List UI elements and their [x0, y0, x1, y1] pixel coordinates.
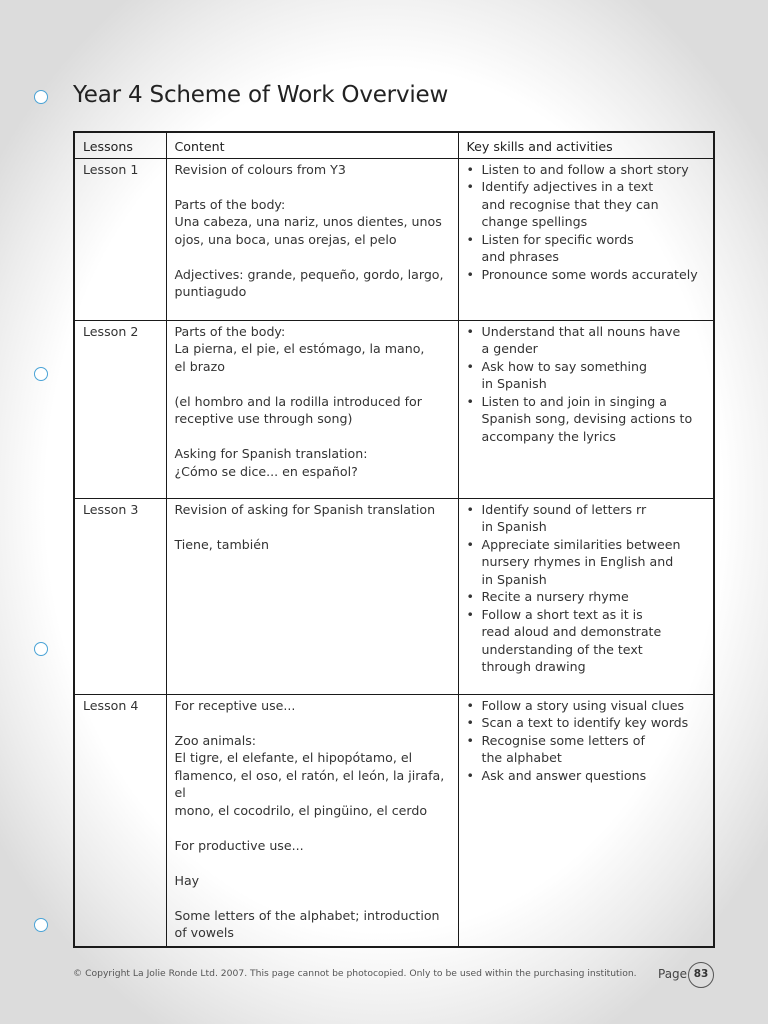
lesson-cell: Lesson 2 [74, 320, 166, 498]
skill-item: • Ask and answer questions [467, 767, 706, 785]
skill-item: • Pronounce some words accurately [467, 266, 706, 284]
scheme-of-work-table [73, 131, 715, 948]
binder-hole-1 [34, 90, 48, 104]
skill-item: • Identify sound of letters rr in Spanish [467, 501, 706, 536]
content-paragraph: Revision of colours from Y3 [174, 161, 346, 177]
content-paragraph: Tiene, también [174, 536, 269, 552]
skill-item: • Recite a nursery rhyme [467, 588, 706, 606]
content-paragraph: Hay [174, 872, 200, 888]
content-cell [166, 158, 458, 320]
content-paragraph: Revision of asking for Spanish translation [174, 501, 436, 517]
page-title: Year 4 Scheme of Work Overview [73, 82, 449, 108]
table-header-row [74, 132, 714, 158]
lesson-cell: Lesson 1 [74, 158, 166, 320]
skill-item: • Listen to and join in singing a Spanish song, devising actions to accompany the lyrics [467, 393, 706, 446]
skill-item: • Listen to and follow a short story [467, 161, 706, 179]
content-cell [166, 694, 458, 947]
table-row [74, 498, 714, 694]
copyright-notice: © Copyright La Jolie Ronde Ltd. 2007. This page cannot be photocopied. Only to be used within the purchasing institution. [73, 968, 637, 979]
content-paragraph: For receptive use... [174, 697, 296, 713]
skills-cell [458, 694, 714, 947]
skill-item: • Identify adjectives in a text and recognise that they can change spellings [467, 178, 706, 231]
binder-hole-3 [34, 642, 48, 656]
skill-item: • Recognise some letters of the alphabet [467, 732, 706, 767]
content-paragraph: (el hombro and la rodilla introduced for receptive use through song) [174, 393, 422, 426]
content-paragraph: Asking for Spanish translation: ¿Cómo se dice... en español? [174, 446, 368, 479]
skills-list [467, 161, 706, 284]
skill-item: • Understand that all nouns have a gender [467, 323, 706, 358]
binder-hole-2 [34, 367, 48, 381]
lesson-cell: Lesson 4 [74, 694, 166, 947]
skill-item: • Follow a short text as it is read aloud and demonstrate understanding of the text through drawing [467, 606, 706, 676]
skills-cell [458, 158, 714, 320]
content-paragraph: Parts of the body: La pierna, el pie, el estómago, la mano, el brazo [174, 323, 425, 374]
content-paragraph: Parts of the body: Una cabeza, una nariz, unos dientes, unos ojos, una boca, unas orejas, el pelo [174, 196, 442, 247]
skills-cell [458, 320, 714, 498]
page-number: 83 [688, 962, 714, 988]
skill-item: • Appreciate similarities between nursery rhymes in English and in Spanish [467, 536, 706, 589]
table-row [74, 158, 714, 320]
skill-item: • Listen for specific words and phrases [467, 231, 706, 266]
skill-item: • Scan a text to identify key words [467, 714, 706, 732]
content-paragraph: Zoo animals: El tigre, el elefante, el hipopótamo, el flamenco, el oso, el ratón, el león, la jirafa, el mono, el cocodrilo, el pingüino, el cerdo [174, 732, 445, 818]
content-paragraph: Some letters of the alphabet; introduction of vowels [174, 907, 440, 940]
skills-list [467, 697, 706, 785]
skills-list [467, 323, 706, 446]
page-label: Page [658, 967, 688, 981]
header-lessons: Lessons [74, 132, 166, 158]
header-content: Content [166, 132, 458, 158]
skills-list [467, 501, 706, 676]
content-paragraph: Adjectives: grande, pequeño, gordo, largo, puntiagudo [174, 266, 444, 299]
skills-cell [458, 498, 714, 694]
skill-item: • Follow a story using visual clues [467, 697, 706, 715]
table-row [74, 694, 714, 947]
content-cell [166, 320, 458, 498]
lesson-cell: Lesson 3 [74, 498, 166, 694]
skill-item: • Ask how to say something in Spanish [467, 358, 706, 393]
table-row [74, 320, 714, 498]
binder-hole-4 [34, 918, 48, 932]
content-cell [166, 498, 458, 694]
content-paragraph: For productive use... [174, 837, 304, 853]
header-key-skills: Key skills and activities [458, 132, 714, 158]
